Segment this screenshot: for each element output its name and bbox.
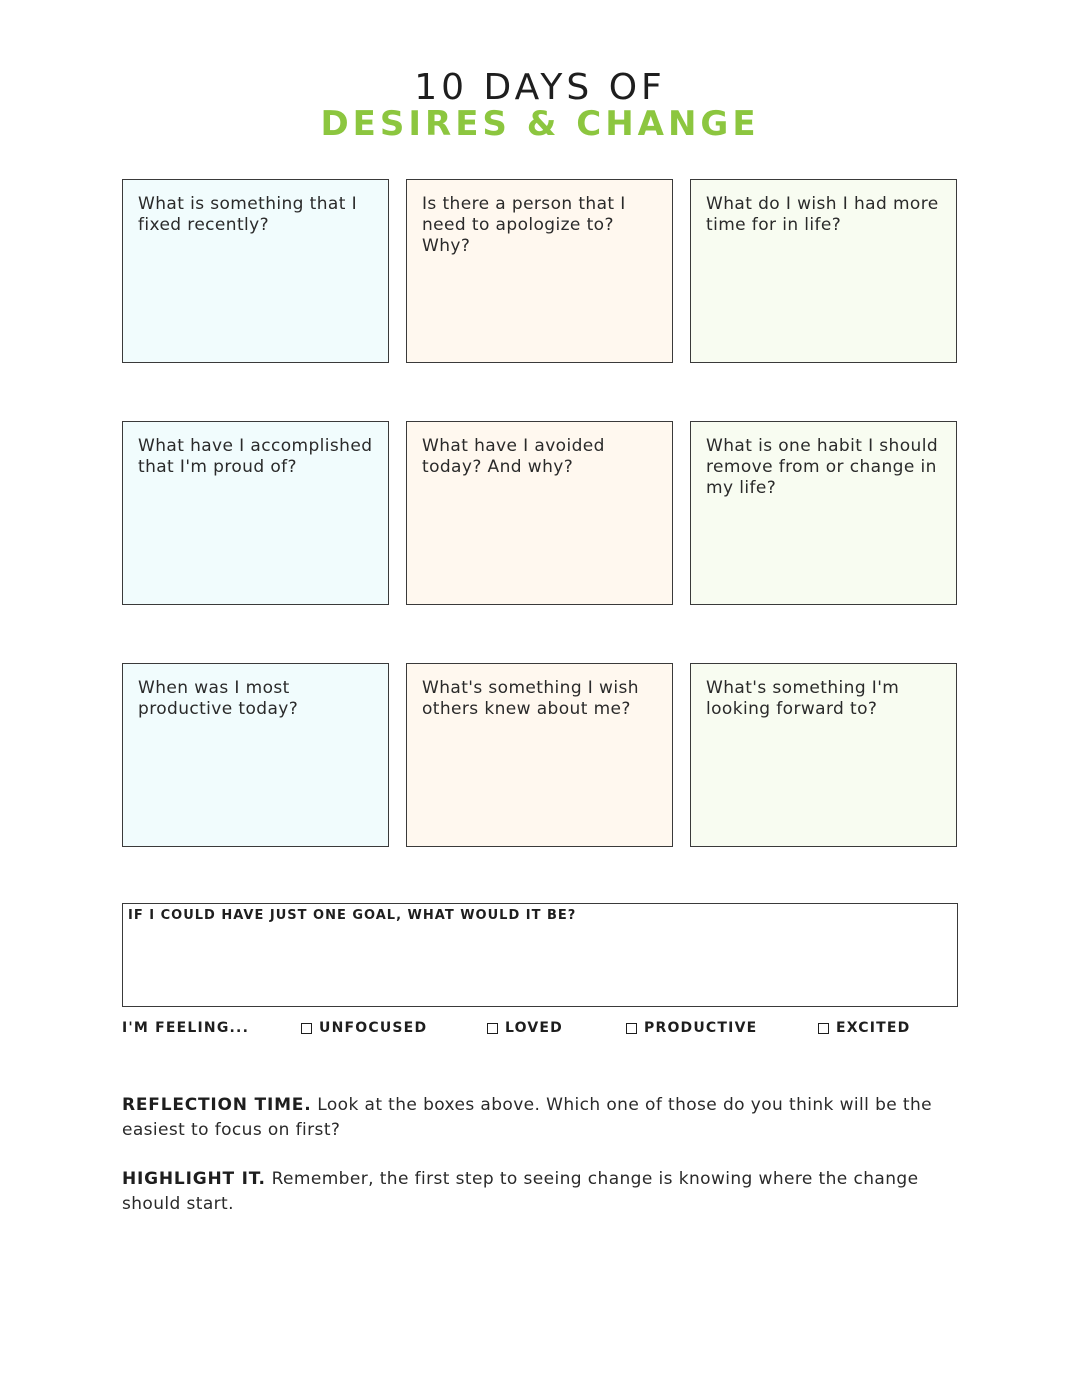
feeling-option-label: EXCITED	[836, 1020, 911, 1036]
feeling-option-excited[interactable]	[818, 1020, 910, 1036]
prompt-card-5[interactable]: What have I avoided today? And why?	[406, 421, 673, 605]
title-line-2: DESIRES & CHANGE	[320, 104, 760, 144]
prompt-card-8[interactable]: What's something I wish others knew about me?	[406, 663, 673, 847]
feeling-option-productive[interactable]	[626, 1020, 757, 1036]
feeling-option-label: LOVED	[505, 1020, 563, 1036]
checkbox-icon	[301, 1023, 312, 1034]
highlight-paragraph	[122, 1167, 962, 1217]
prompt-card-6[interactable]: What is one habit I should remove from or change in my life?	[690, 421, 957, 605]
highlight-text: Remember, the first step to seeing change is knowing where the change should start.	[122, 1169, 919, 1214]
feeling-label: I'M FEELING...	[122, 1020, 250, 1036]
highlight-lead: HIGHLIGHT IT.	[122, 1169, 266, 1189]
prompt-grid	[122, 179, 957, 847]
feeling-row	[0, 1020, 1080, 1040]
feeling-option-unfocused[interactable]	[301, 1020, 427, 1036]
reflection-text: Look at the boxes above. Which one of those do you think will be the easiest to focus on first?	[122, 1095, 933, 1140]
checkbox-icon	[818, 1023, 829, 1034]
feeling-option-label: UNFOCUSED	[319, 1020, 428, 1036]
goal-box[interactable]	[122, 903, 958, 1007]
feeling-option-loved[interactable]	[487, 1020, 563, 1036]
prompt-card-1[interactable]: What is something that I fixed recently?	[122, 179, 389, 363]
prompt-card-3[interactable]: What do I wish I had more time for in life?	[690, 179, 957, 363]
prompt-card-4[interactable]: What have I accomplished that I'm proud of?	[122, 421, 389, 605]
feeling-option-label: PRODUCTIVE	[644, 1020, 758, 1036]
reflection-lead: REFLECTION TIME.	[122, 1095, 312, 1115]
prompt-card-7[interactable]: When was I most productive today?	[122, 663, 389, 847]
prompt-card-2[interactable]: Is there a person that I need to apologize to? Why?	[406, 179, 673, 363]
checkbox-icon	[626, 1023, 637, 1034]
reflection-paragraph	[122, 1093, 962, 1143]
checkbox-icon	[487, 1023, 498, 1034]
goal-label: IF I COULD HAVE JUST ONE GOAL, WHAT WOULD IT BE?	[128, 908, 577, 923]
title-line-1: 10 DAYS OF	[414, 67, 666, 108]
prompt-card-9[interactable]: What's something I'm looking forward to?	[690, 663, 957, 847]
